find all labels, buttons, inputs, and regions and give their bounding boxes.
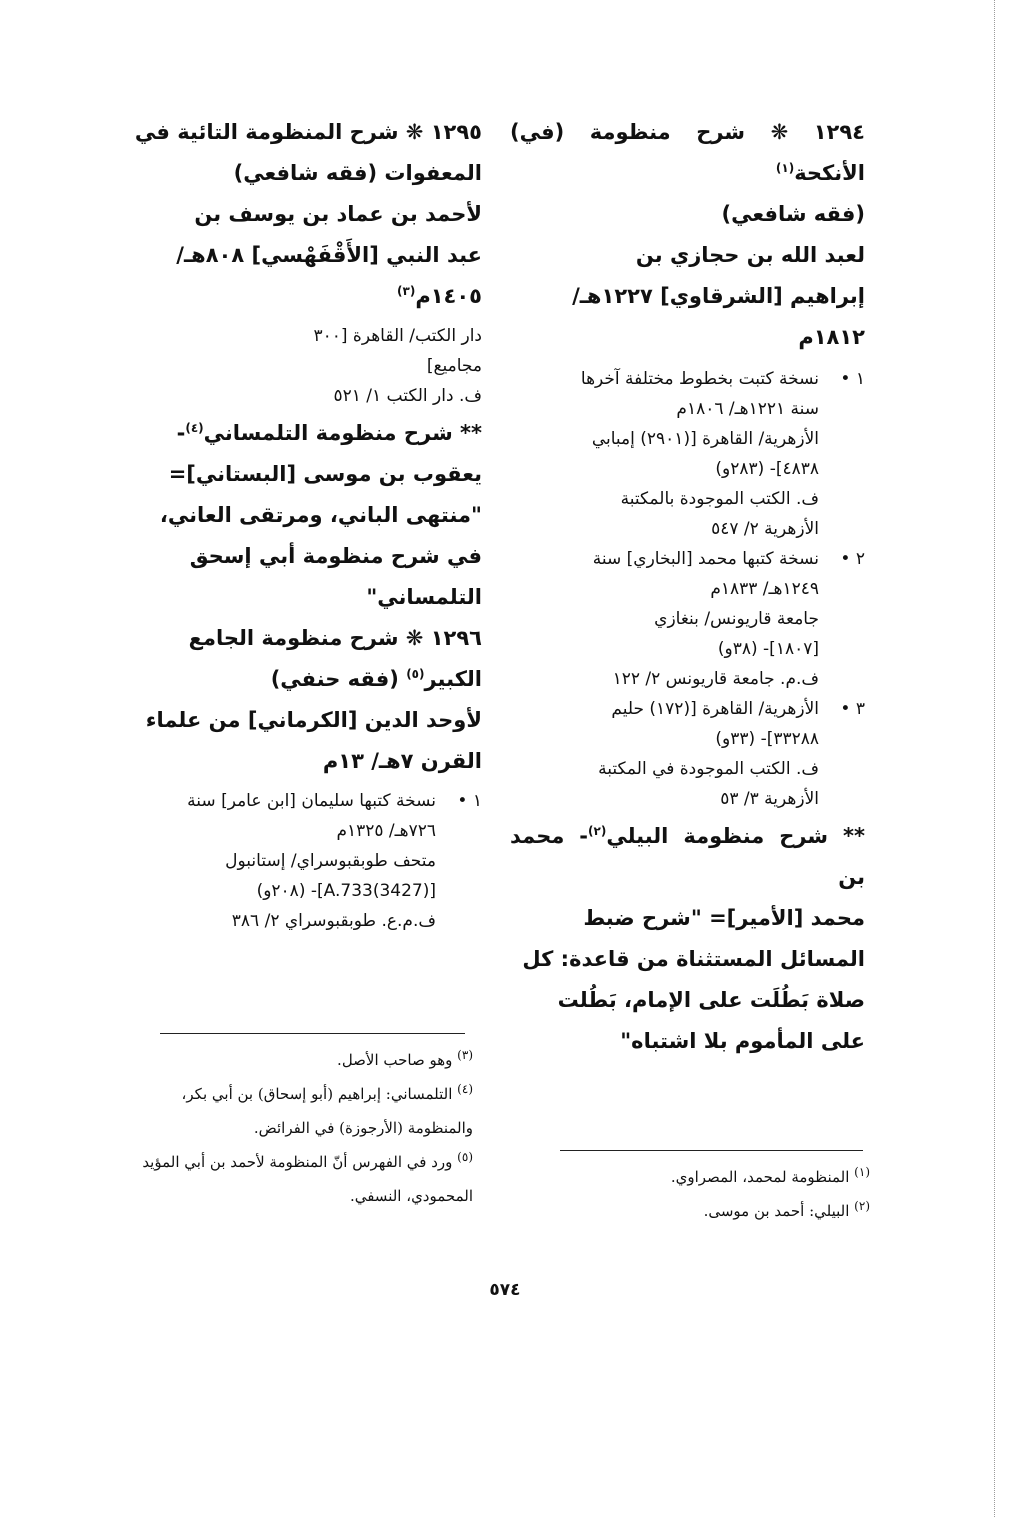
entry-1296-copy-1: ١ • نسخة كتبها سليمان [ابن عامر] سنة ٧٢٦هـ/ ١٣٢٥م متحف طوبقبوسراي/ إستانبول [A.733(3427)]- (٢٠٨و) ف.م.ع. طوبقبوسراي ٢/ ٣٨٦ <box>132 786 482 936</box>
copy-number: ١ • <box>457 791 482 811</box>
entry-1294-copy-3: ٣ • الأزهرية/ القاهرة [(١٧٢) حليم ٣٣٢٨٨]- (٣٣و) ف. الكتب الموجودة في المكتبة الأزهرية ٣/ ٥٣ <box>510 694 865 814</box>
footnote-5: $^{(٥)}$ ورد في الفهرس أنّ المنظومة لأحمد بن أبي المؤيد المحمودي، النسفي. <box>142 1150 473 1205</box>
copy-number: ٢ • <box>840 549 865 569</box>
footnote-divider-left <box>160 1033 465 1034</box>
entry-1296-author: لأوحد الدين [الكرماني] من علماء القرن ٧هـ/ ١٣م <box>145 708 482 773</box>
footnote-ref-2[interactable]: (٢) <box>588 824 607 838</box>
footnote-mark: (٣) <box>457 1048 473 1062</box>
entry-1294-copy-1: ١ • نسخة كتبت بخطوط مختلفة آخرها سنة ١٢٢١هـ/ ١٨٠٦م الأزهرية/ القاهرة [(٢٩٠١) إمبابي ٤٨٣٨]- (٢٨٣و) ف. الكتب الموجودة بالمكتبة الأزهرية ٢/ ٥٤٧ <box>510 364 865 544</box>
page-number: ٥٧٤ <box>489 1280 521 1300</box>
entry-1295-copy: دار الكتب/ القاهرة [٣٠٠ مجاميع] ف. دار الكتب ١/ ٥٢١ <box>313 326 482 406</box>
right-column <box>510 112 865 1062</box>
footnote-ref-4[interactable]: (٤) <box>185 421 204 435</box>
footnote-mark: (١) <box>854 1165 870 1179</box>
entry-1296-title: ١٢٩٦ ❋ شرح منظومة الجامع الكبير$^{(٥)}$ (فقه حنفي) <box>188 626 482 691</box>
copy-number: ٣ • <box>840 699 865 719</box>
entry-1295-title: ١٢٩٥ ❋ شرح المنظومة التائية في المعفوات (فقه شافعي) <box>134 120 482 185</box>
entry-albili: ** شرح منظومة البيلي$^{(٢)}$- محمد بن محمد [الأمير]= "شرح ضبط المسائل المستثناة من قاعدة: كل صلاة بَطُلَت على الإمام، بَطُلت على المأموم بلا اشتباه" <box>510 824 866 1053</box>
footnote-3: $^{(٣)}$ وهو صاحب الأصل. <box>337 1048 473 1069</box>
copy-number: ١ • <box>840 369 865 389</box>
entry-1295-author: لأحمد بن عماد بن يوسف بن عبد النبي [الأَقْفَهْسي] ٨٠٨هـ/ ١٤٠٥م$^{(٣)}$ <box>176 202 482 308</box>
left-column <box>132 112 482 936</box>
entry-tilimsani: ** شرح منظومة التلمساني$^{(٤)}$- يعقوب بن موسى [البستاني]= "منتهى الباني، ومرتقى العاني، في شرح منظومة أبي إسحق التلمساني" <box>159 421 482 609</box>
footnote-divider-right <box>560 1150 863 1151</box>
footnote-ref-5[interactable]: (٥) <box>406 667 425 681</box>
footnote-mark: (٥) <box>457 1150 473 1164</box>
entry-1294-author: لعبد الله بن حجازي بن إبراهيم [الشرقاوي] ١٢٢٧هـ/ ١٨١٢م <box>572 243 865 349</box>
scan-edge-dotted-line <box>994 0 995 1517</box>
footnotes-left <box>118 1043 473 1213</box>
footnote-2: $^{(٢)}$ البيلي: أحمد بن موسى. <box>703 1199 870 1220</box>
footnotes-right <box>560 1160 870 1228</box>
footnote-ref-1[interactable]: (١) <box>775 161 795 175</box>
entry-1294-title: ١٢٩٤ ❋ شرح منظومة (في) الأنكحة$^{(١)}$ (فقه شافعي) <box>510 120 865 226</box>
footnote-4: $^{(٤)}$ التلمساني: إبراهيم (أبو إسحاق) بن أبي بكر، والمنظومة (الأرجوزة) في الفرائض. <box>181 1082 473 1137</box>
entry-1294-copy-2: ٢ • نسخة كتبها محمد [البخاري] سنة ١٢٤٩هـ/ ١٨٣٣م جامعة قاريونس/ بنغازي [١٨٠٧]- (٣٨و) ف.م. جامعة قاريونس ٢/ ١٢٢ <box>510 544 865 694</box>
footnote-ref-3[interactable]: (٣) <box>397 284 416 298</box>
footnote-1: $^{(١)}$ المنظومة لمحمد، المصراوي. <box>670 1165 870 1186</box>
footnote-mark: (٤) <box>457 1082 473 1096</box>
footnote-mark: (٢) <box>854 1199 870 1213</box>
